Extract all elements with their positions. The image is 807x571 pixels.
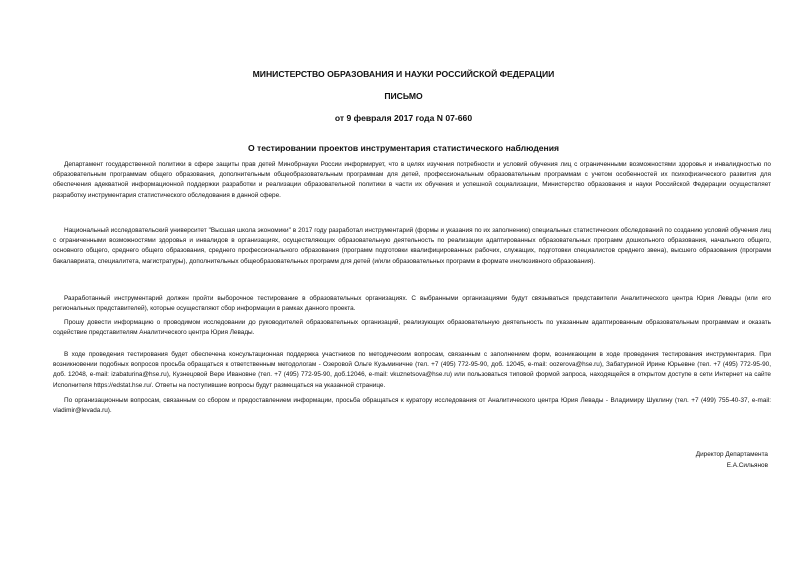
body-paragraph-1: Департамент государственной политики в сфере защиты прав детей Минобрнауки России информирует, что в целях изучения потребности и условий обучения лиц с ограниченными возможностями здоровья и инвалидностью по образовательным программам общего образования, дополнительным общеобразовательным программам для детей, профессиональным образовательным программам с учетом особенностей их психофизического развития для обеспечения адекватной информационной поддержки разработки и реализации образовательной политики в части их обучения и успешной социализации, Министерство образования и науки Российской Федерации осуществляет разработку инструментария статистического обследования в данной сфере. <box>53 161 771 199</box>
document-type-heading: ПИСЬМО <box>384 91 423 101</box>
body-paragraph-2: Национальный исследовательский университет "Высшая школа экономики" в 2017 году разработал инструментарий (формы и указания по их заполнению) специальных статистических обследований по созданию условий обучения лиц с ограниченными возможностями здоровья и инвалидов в организациях, осуществляющих образовательную деятельность по реализации адаптированных образовательных программ дошкольного образования, начального общего, основного общего, среднего общего образования, среднего профессионального образования (программ подготовки квалифицированных рабочих, служащих, подготовки специалистов среднего звена), высшего образования (программ бакалавриата, специалитета, магистратуры), дополнительных общеобразовательных программ для детей (и/или образовательных программ в формате инклюзивного образования). <box>53 227 771 265</box>
ministry-heading: МИНИСТЕРСТВО ОБРАЗОВАНИЯ И НАУКИ РОССИЙСКОЙ ФЕДЕРАЦИИ <box>252 69 555 79</box>
signature-title: Директор Департамента <box>695 451 768 458</box>
body-paragraph-4: Прошу довести информацию о проводимом исследовании до руководителей образовательных организаций, реализующих образовательную деятельность по указанным адаптированным образовательным программам и оказать содействие представителям Аналитического центра Юрия Левады. <box>53 319 771 337</box>
subject-heading: О тестировании проектов инструментария статистического наблюдения <box>247 143 560 153</box>
date-number-heading: от 9 февраля 2017 года N 07-660 <box>334 113 473 123</box>
body-paragraph-3: Разработанный инструментарий должен пройти выборочное тестирование в образовательных организациях. С выбранными организациями будут связываться представители Аналитического центра Юрия Левады (или его региональных представителей), которые осуществляют сбор информации в рамках данного проекта. <box>53 295 771 313</box>
body-paragraph-6: По организационным вопросам, связанным со сбором и предоставлением информации, просьба обращаться к куратору исследования от Аналитического центра Юрия Левады - Владимиру Шуклину (тел. +7 (499) 755-40-37, e-mail: vladimir@levada.ru). <box>53 397 771 415</box>
signature-name: Е.А.Сильянов <box>726 462 768 469</box>
body-paragraph-5: В ходе проведения тестирования будет обеспечена консультационная поддержка участников по методическим вопросам, связанным с заполнением форм, возникающим в ходе проведения тестирования инструментария. При возникновении подобных вопросов просьба обращаться к ответственным методологам - Озеровой Ольге Кузьминичне (тел. +7 (495) 772-95-90, доб. 12045, e-mail: oozerova@hse.ru), Забатуриной Ирине Юрьевне (тел. +7 (495) 772-95-90, доб. 12048, e-mail: izabaturina@hse.ru), Кузнецовой Вере Ивановне (тел. +7 (495) 772-95-90, доб.12046, e-mail: vkuznetsova@hse.ru) или пользоваться типовой формой запроса, находящейся в открытом доступе в сети Интернет на сайте Исполнителя https://edstat.hse.ru/. Ответы на поступившие вопросы будут размещаться на указанной странице. <box>53 351 771 389</box>
